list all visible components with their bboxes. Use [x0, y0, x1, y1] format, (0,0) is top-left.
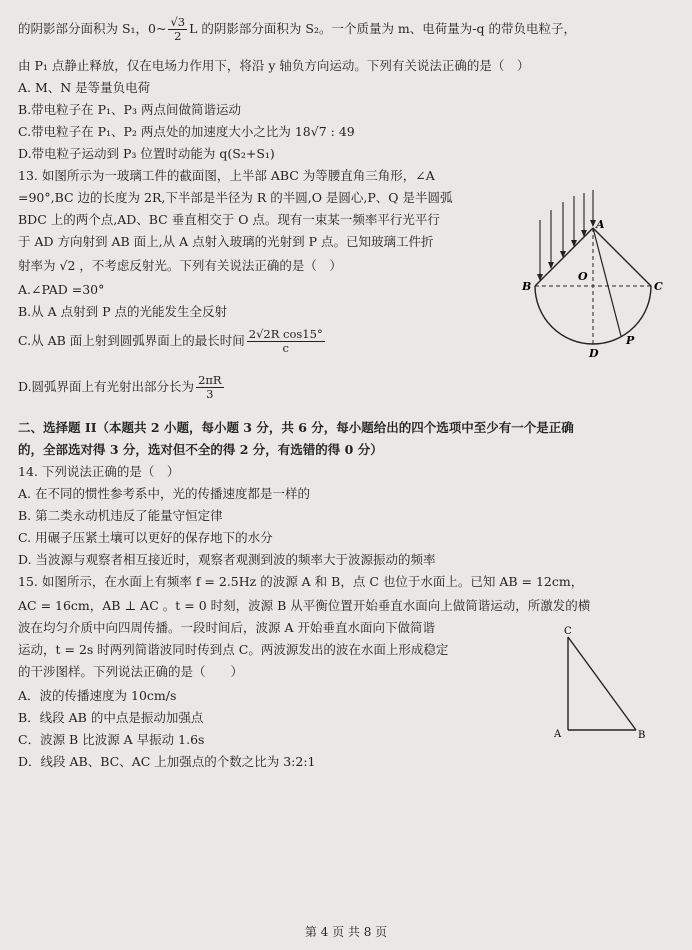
- q13-option-d: [18, 374, 226, 401]
- label-c: C: [654, 280, 663, 293]
- q13-option-c: [18, 328, 327, 355]
- q13-line2: =90°,BC 边的长度为 2R,下半部是半径为 R 的半圆,O 是圆心,P、Q 是半圆弧: [18, 190, 453, 205]
- label-a: A: [596, 218, 605, 231]
- q15-option-c: C．波源 B 比波源 A 早振动 1.6s: [18, 732, 205, 747]
- q13-line5: 射率为 √2 ，不考虑反射光。下列有关说法正确的是（ ）: [18, 258, 342, 273]
- q13-line1: 13. 如图所示为一玻璃工件的截面图，上半部 ABC 为等腰直角三角形，∠A: [18, 168, 435, 183]
- q15-option-b: B．线段 AB 的中点是振动加强点: [18, 710, 204, 725]
- q13-line3: BDC 上的两个点,AD、BC 垂直相交于 O 点。现有一束某一频率平行光平行: [18, 212, 440, 227]
- q12-option-a: A. M、N 是等量负电荷: [18, 80, 151, 95]
- q12-intro-a: 的阴影部分面积为 S₁，0~: [18, 21, 167, 36]
- q15-line2: AC = 16cm，AB ⊥ AC 。t = 0 时刻，波源 B 从平衡位置开始垂直水面向上做简谐运动，所激发的横: [18, 598, 591, 613]
- q12-fraction: [168, 16, 187, 43]
- line-ac: [593, 228, 651, 286]
- segment-bc: [568, 637, 636, 730]
- q12-option-c: C.带电粒子在 P₁、P₂ 两点处的加速度大小之比为 18√7 : 49: [18, 124, 355, 139]
- page-footer: 第 4 页 共 8 页: [304, 925, 388, 939]
- q13-option-c-den: c: [282, 341, 289, 355]
- q13-option-d-den: 3: [206, 387, 214, 401]
- q13-line4: 于 AD 方向射到 AB 面上,从 A 点射入玻璃的光射到 P 点。已知玻璃工件折: [18, 234, 434, 249]
- label-b: B: [638, 730, 646, 741]
- q12-frac-den: 2: [174, 29, 182, 43]
- q13-option-c-text: C.从 AB 面上射到圆弧界面上的最长时间: [18, 333, 245, 348]
- q15-line5: 的干涉图样。下列说法正确的是（ ）: [18, 664, 244, 679]
- q12-option-d: D.带电粒子运动到 P₃ 位置时动能为 q(S₂+S₁): [18, 146, 275, 161]
- label-o: O: [578, 270, 588, 283]
- q14-option-b: B. 第二类永动机违反了能量守恒定律: [18, 508, 223, 523]
- q14-option-c: C. 用碾子压紧土壤可以更好的保存地下的水分: [18, 530, 273, 545]
- q12-option-b: B.带电粒子在 P₁、P₃ 两点间做简谐运动: [18, 102, 241, 117]
- q13-option-c-num: 2√2R cos15°: [248, 327, 323, 341]
- q13-glass-figure: [520, 190, 670, 360]
- q12-intro: [18, 16, 576, 43]
- label-p: P: [626, 334, 635, 347]
- q13-option-b: B.从 A 点射到 P 点的光能发生全反射: [18, 304, 227, 319]
- q14-option-a: A. 在不同的惯性参考系中，光的传播速度都是一样的: [18, 486, 310, 501]
- q13-option-c-fraction: [247, 328, 325, 355]
- section2-header-line2: 的，全部选对得 3 分，选对但不全的得 2 分，有选错的得 0 分）: [18, 442, 383, 457]
- q12-intro-b: L 的阴影部分面积为 S₂。一个质量为 m、电荷量为-q 的带负电粒子，: [189, 21, 576, 36]
- q15-line1: 15. 如图所示，在水面上有频率 f = 2.5Hz 的波源 A 和 B，点 C 也位于水面上。已知 AB = 12cm，: [18, 574, 584, 589]
- q15-option-a: A．波的传播速度为 10cm/s: [18, 688, 177, 703]
- label-a: A: [554, 729, 562, 740]
- q15-triangle-figure: [550, 622, 660, 747]
- q13-option-d-text: D.圆弧界面上有光射出部分长为: [18, 379, 195, 394]
- q14-option-d: D. 当波源与观察者相互接近时，观察者观测到波的频率大于波源振动的频率: [18, 552, 436, 567]
- q12-frac-num: √3: [170, 15, 186, 29]
- label-c: C: [564, 626, 572, 637]
- label-d: D: [589, 347, 599, 360]
- q13-option-d-num: 2πR: [198, 373, 222, 387]
- q14-stem: 14. 下列说法正确的是（ ）: [18, 464, 180, 479]
- q13-option-d-fraction: [196, 374, 224, 401]
- q12-line2: 由 P₁ 点静止释放，仅在电场力作用下，将沿 y 轴负方向运动。下列有关说法正确的是（ ）: [18, 58, 530, 73]
- q15-line4: 运动，t = 2s 时两列简谐波同时传到点 C。两波源发出的波在水面上形成稳定: [18, 642, 449, 657]
- q15-option-d: D．线段 AB、BC、AC 上加强点的个数之比为 3:2:1: [18, 754, 316, 769]
- line-ap: [593, 228, 621, 336]
- q13-option-a: A.∠PAD =30°: [18, 282, 105, 297]
- q15-line3: 波在均匀介质中向四周传播。一段时间后，波源 A 开始垂直水面向下做简谐: [18, 620, 435, 635]
- label-b: B: [522, 280, 532, 293]
- section2-header-line1: 二、选择题 II（本题共 2 小题，每小题 3 分，共 6 分，每小题给出的四个选项中至少有一个是正确: [18, 420, 574, 435]
